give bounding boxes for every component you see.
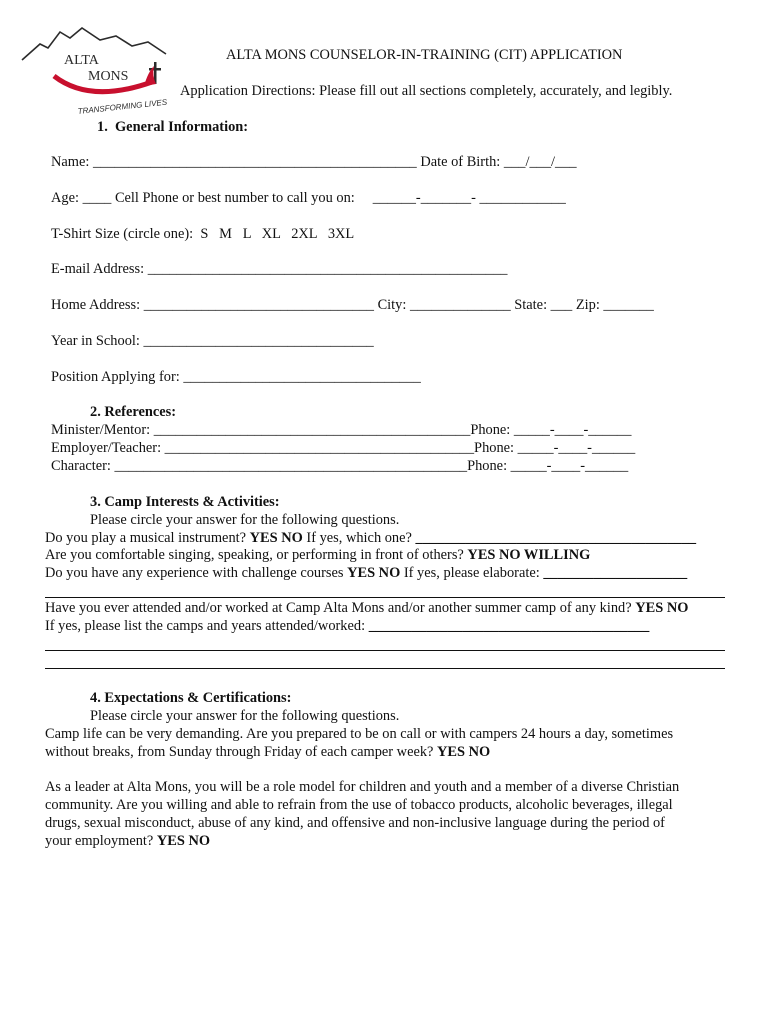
section-expectations-heading: 4. Expectations & Certifications: <box>90 690 292 706</box>
demanding-question-line-2 <box>45 744 490 761</box>
yes-no-options[interactable]: YES NO <box>437 744 491 760</box>
yes-no-options[interactable]: YES NO <box>156 833 211 849</box>
answer-line[interactable] <box>45 597 725 598</box>
position-applying-field[interactable]: Position Applying for: _________________________________ <box>51 369 421 385</box>
question-attended-camp <box>45 600 688 617</box>
name-dob-field[interactable]: Name: _____________________________________________ Date of Birth: ___/___/___ <box>51 154 577 170</box>
question-text: your employment? <box>45 833 157 849</box>
camp-instruction: Please circle your answer for the following questions. <box>90 512 400 528</box>
logo-tagline: TRANSFORMING LIVES <box>77 97 168 116</box>
question-text: Do you play a musical instrument? <box>45 530 250 546</box>
question-musical-instrument <box>45 530 696 547</box>
demanding-question-line-1: Camp life can be very demanding. Are you prepared to be on call or with campers 24 hours a day, sometimes <box>45 726 674 742</box>
yes-no-options[interactable]: YES NO <box>249 530 303 546</box>
tshirt-size-field[interactable]: T-Shirt Size (circle one): S M L XL 2XL 3XL <box>51 226 355 242</box>
role-model-question-line-1: As a leader at Alta Mons, you will be a role model for children and youth and a member of a diverse Christian <box>45 779 680 795</box>
age-phone-field[interactable]: Age: ____ Cell Phone or best number to call you on: ______-_______- ____________ <box>51 190 566 206</box>
role-model-question-line-4 <box>45 833 210 850</box>
follow-up-text: If yes, which one? <box>302 530 416 546</box>
question-performing <box>45 547 590 564</box>
logo-line-mons: MONS <box>88 69 129 84</box>
section-references-heading: 2. References: <box>90 404 177 420</box>
elaborate-answer-blank[interactable]: ____________________ <box>543 565 688 581</box>
answer-line[interactable] <box>45 668 725 669</box>
year-in-school-field[interactable]: Year in School: ________________________________ <box>51 333 374 349</box>
yes-no-options[interactable]: YES NO <box>347 565 401 581</box>
alta-mons-logo <box>20 18 170 118</box>
question-text: Do you have any experience with challenge courses <box>45 565 348 581</box>
question-list-camps <box>45 618 649 635</box>
reference-row-employer[interactable]: Employer/Teacher: ___________________________________________Phone: _____-____-______ <box>51 440 636 456</box>
question-text: without breaks, from Sunday through Friday of each camper week? <box>45 744 438 760</box>
yes-no-options[interactable]: YES NO <box>635 600 689 616</box>
answer-line[interactable] <box>45 650 725 651</box>
question-text: If yes, please list the camps and years attended/worked: <box>45 618 369 634</box>
follow-up-text: If yes, please elaborate: <box>400 565 544 581</box>
section-general-heading: 1. General Information: <box>97 119 249 135</box>
instrument-answer-blank[interactable]: _______________________________________ <box>415 530 697 546</box>
role-model-question-line-3: drugs, sexual misconduct, abuse of any kind, and offensive and non-inclusive language during the period of <box>45 815 665 831</box>
cross-flame-icon <box>144 62 161 86</box>
question-text: Have you ever attended and/or worked at Camp Alta Mons and/or another summer camp of any kind? <box>45 600 636 616</box>
page-title: ALTA MONS COUNSELOR-IN-TRAINING (CIT) APPLICATION <box>226 47 623 63</box>
reference-row-minister[interactable]: Minister/Mentor: ____________________________________________Phone: _____-____-______ <box>51 422 632 438</box>
role-model-question-line-2: community. Are you willing and able to refrain from the use of tobacco products, alcoholic beverages, illegal <box>45 797 673 813</box>
application-directions: Application Directions: Please fill out all sections completely, accurately, and legibly. <box>180 83 673 99</box>
email-field[interactable]: E-mail Address: __________________________________________________ <box>51 261 508 277</box>
question-text: Are you comfortable singing, speaking, or performing in front of others? <box>45 547 468 563</box>
camps-answer-blank[interactable]: _______________________________________ <box>368 618 650 634</box>
question-challenge-courses <box>45 565 687 582</box>
reference-row-character[interactable]: Character: _________________________________________________Phone: _____-____-______ <box>51 458 629 474</box>
logo-line-alta: ALTA <box>64 53 99 68</box>
home-address-field[interactable]: Home Address: ________________________________ City: ______________ State: ___ Zip: _______ <box>51 297 654 313</box>
section-camp-heading: 3. Camp Interests & Activities: <box>90 494 280 510</box>
expectations-instruction: Please circle your answer for the following questions. <box>90 708 400 724</box>
yes-no-willing-options[interactable]: YES NO WILLING <box>467 547 591 563</box>
